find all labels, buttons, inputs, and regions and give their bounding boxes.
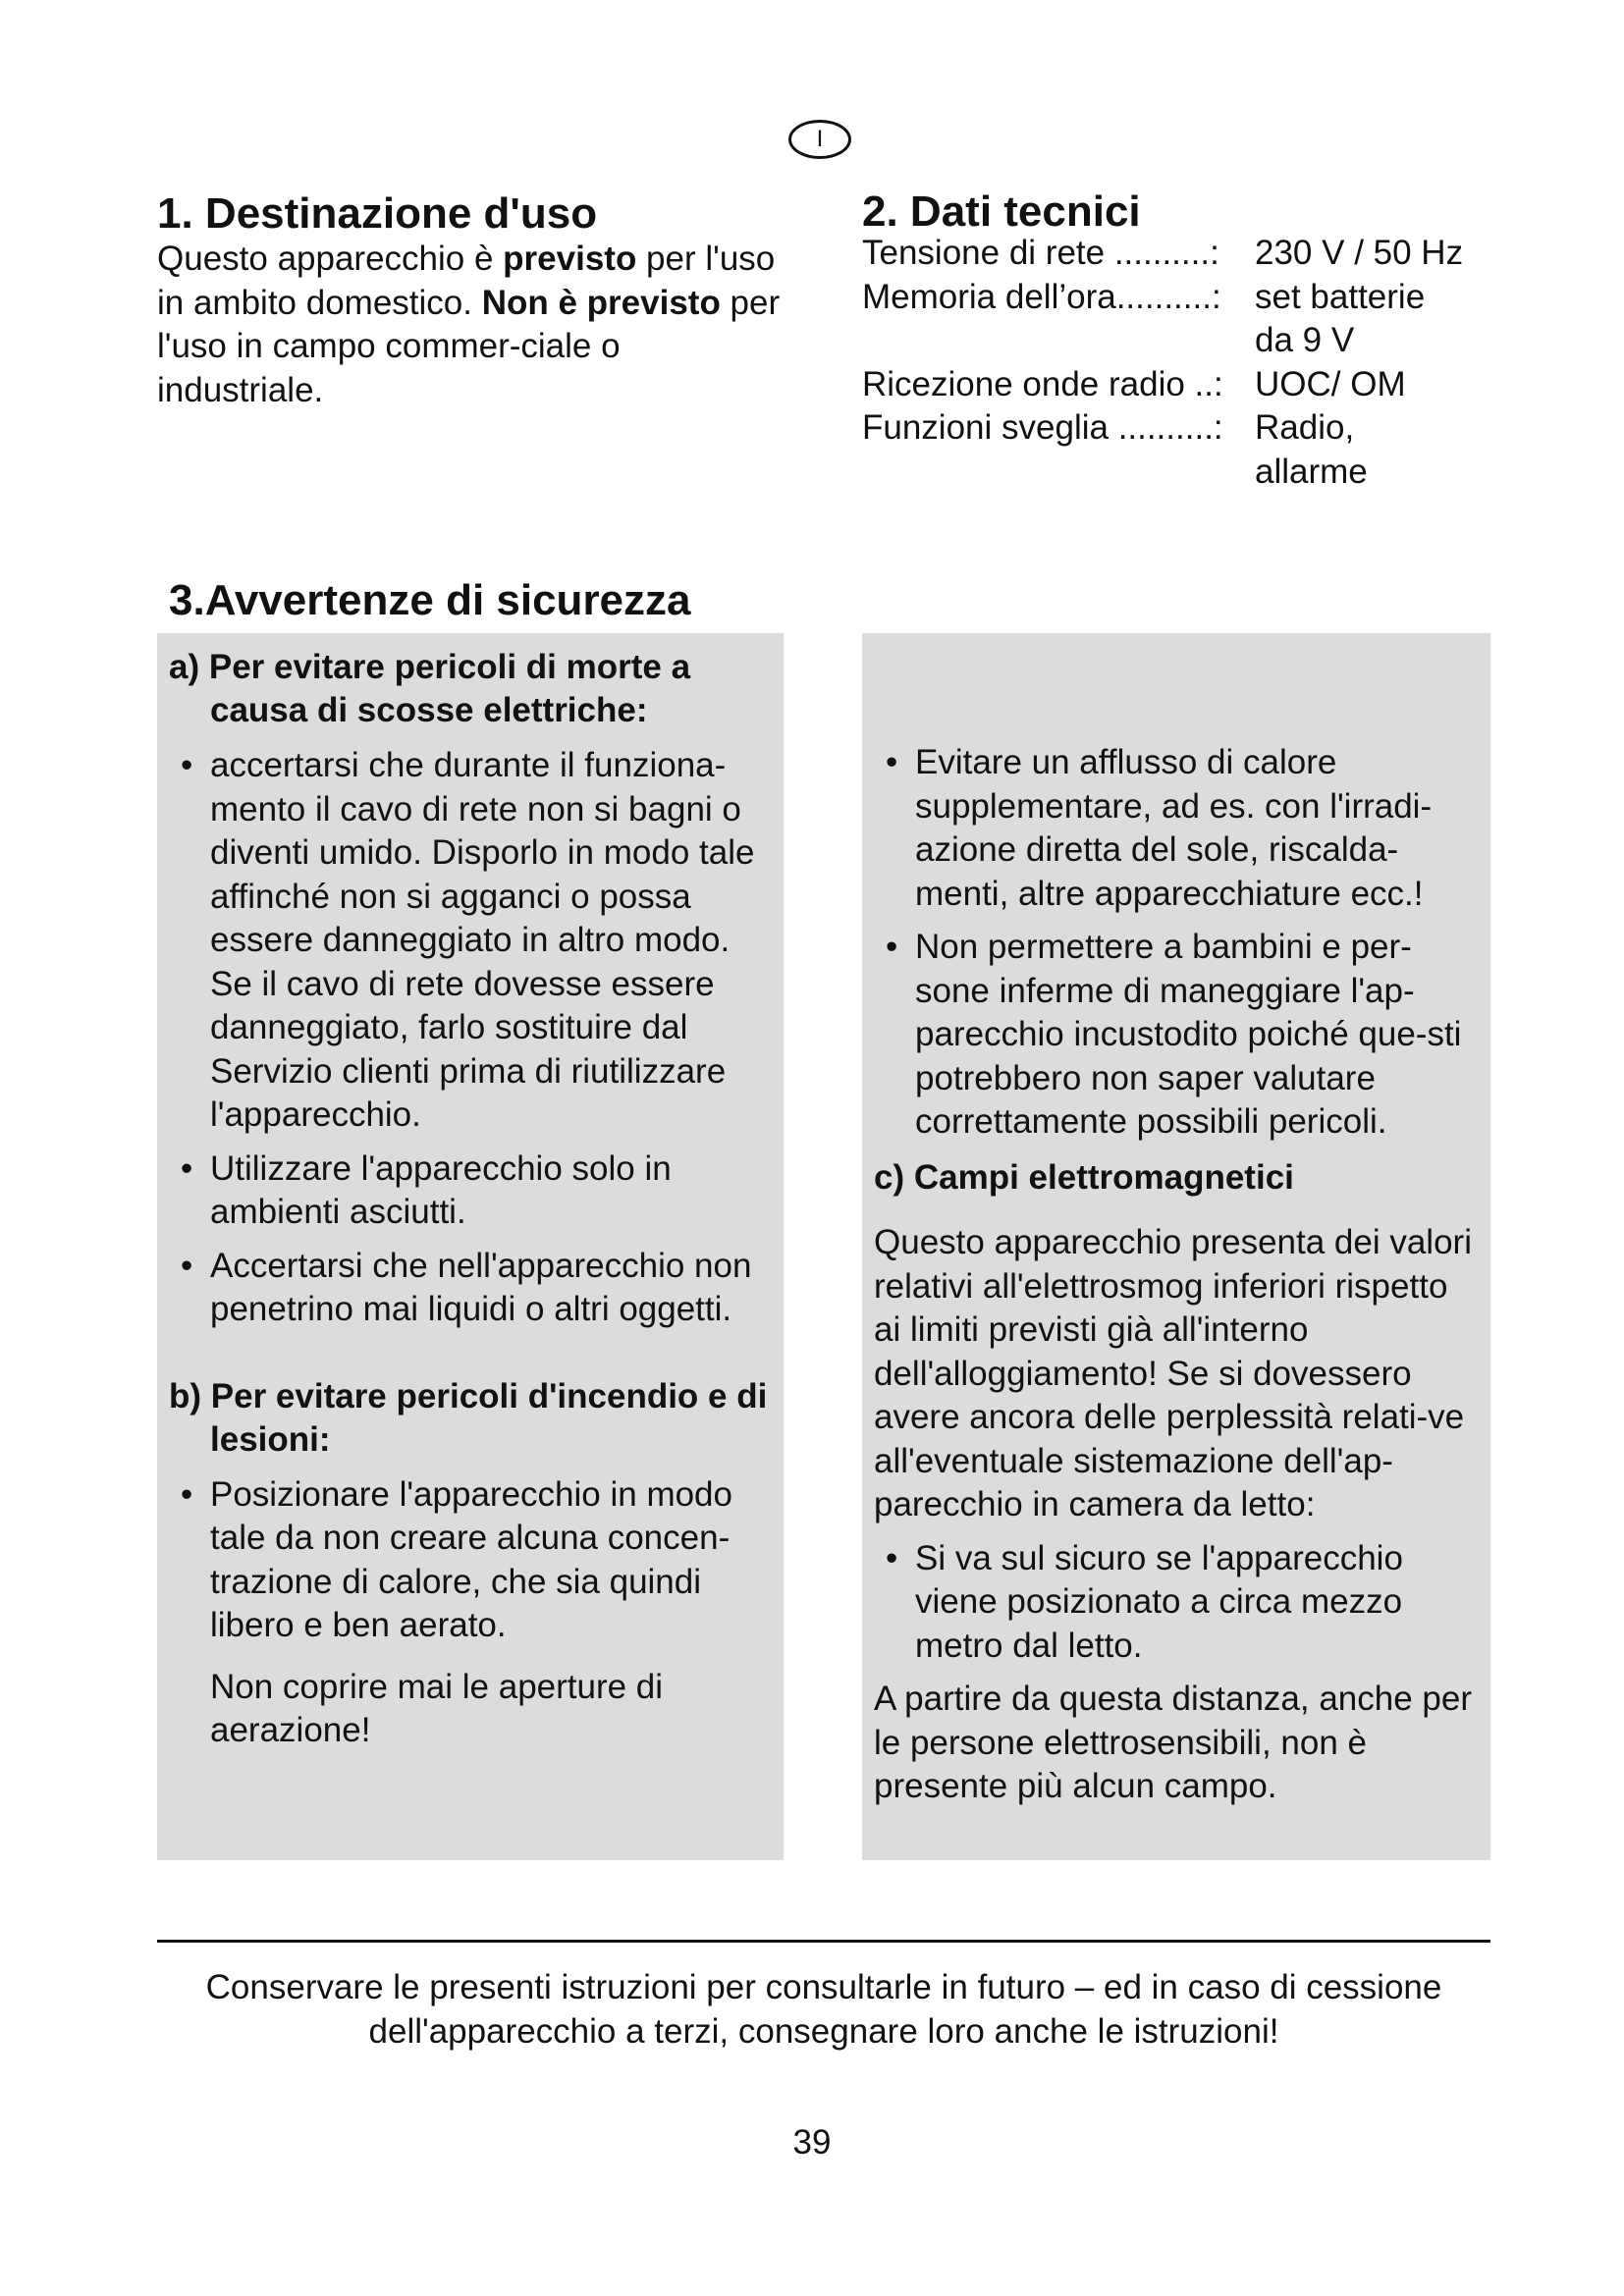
spec-row xyxy=(862,406,1510,451)
safety-content-left xyxy=(169,646,774,1753)
spec-value: 230 V / 50 Hz xyxy=(1255,234,1464,272)
bullet-item: • Utilizzare l'apparecchio solo in ambienti asciutti. xyxy=(181,1148,672,1231)
safety-box-left xyxy=(157,633,784,1860)
bullet-icon: • xyxy=(181,1148,193,1188)
em-fields-closing: A partire da questa distanza, anche per le persone elettrosensibili, non è presente più alcun campo. xyxy=(874,1680,1473,1805)
spec-value: Radio, xyxy=(1255,408,1355,447)
spec-value: UOC/ OM xyxy=(1255,364,1406,403)
footer-note: Conservare le presenti istruzioni per consultarle in futuro – ed in caso di cessione dell'apparecchio a terzi, consegnare loro anche le istruzioni! xyxy=(205,1968,1442,2051)
footer-divider xyxy=(157,1940,1490,1943)
spec-label: Funzioni sveglia ..........: xyxy=(862,408,1223,447)
bullet-item: • Posizionare l'apparecchio in modo tale da non creare alcuna concen-trazione di calore, che sia quindi libero e ben aerato. xyxy=(181,1474,732,1644)
section-title: 2. Dati tecnici xyxy=(862,187,1141,236)
section-title: 3.Avvertenze di sicurezza xyxy=(169,576,691,624)
bullet-item: • accertarsi che durante il funziona-mento il cavo di rete non si bagni o diventi umido. Disporlo in modo tale affinché non si agganci o possa essere danneggiato in altro modo. xyxy=(181,746,755,959)
indented-note: Se il cavo di rete dovesse essere danneggiato, farlo sostituire dal Servizio clienti prima di riutilizzare l'apparecchio. xyxy=(210,964,727,1134)
subheading-electric-shock: a) Per evitare pericoli di morte a causa di scosse elettriche: xyxy=(169,648,691,729)
bullet-item: • Evitare un afflusso di calore supplementare, ad es. con l'irradi-azione diretta del sole, riscalda-menti, altre apparecchiature ecc.! xyxy=(886,743,1433,913)
bullet-icon: • xyxy=(886,1538,898,1577)
spec-row xyxy=(862,363,1510,407)
bullet-icon: • xyxy=(181,746,193,784)
spec-label: Tensione di rete ..........: xyxy=(862,234,1219,272)
spec-row xyxy=(862,276,1510,320)
bullet-icon: • xyxy=(886,743,898,781)
spec-row xyxy=(862,451,1510,495)
spec-label: Ricezione onde radio ..: xyxy=(862,364,1223,403)
bullet-icon: • xyxy=(886,928,898,966)
section-title: 1. Destinazione d'uso xyxy=(157,189,598,238)
section-technical-data xyxy=(862,187,1510,494)
indented-note: Non coprire mai le aperture di aerazione! xyxy=(210,1667,664,1749)
bullet-icon: • xyxy=(181,1474,193,1514)
page-number: 39 xyxy=(792,2123,832,2162)
spec-value: allarme xyxy=(1255,452,1368,491)
spec-row xyxy=(862,232,1510,276)
bullet-item: • Si va sul sicuro se l'apparecchio viene posizionato a circa mezzo metro dal letto. xyxy=(886,1538,1403,1665)
spec-row xyxy=(862,319,1510,363)
section-intended-use xyxy=(157,189,785,412)
bullet-icon: • xyxy=(181,1246,193,1285)
spec-value: da 9 V xyxy=(1255,321,1355,359)
em-fields-text: Questo apparecchio presenta dei valori relativi all'elettrosmog inferiori rispetto ai limiti previsti già all'interno dell'alloggiamento! Se si dovessero avere ancora delle perplessità relati-ve all'eventuale sistemazione dell'ap-parecchio in camera da letto: xyxy=(874,1223,1472,1523)
safety-box-right xyxy=(862,633,1490,1860)
bullet-item: • Accertarsi che nell'apparecchio non penetrino mai liquidi o altri oggetti. xyxy=(181,1246,752,1328)
spec-label: Memoria dell’ora..........: xyxy=(862,277,1221,316)
intended-use-text: Questo apparecchio è previsto per l'uso in ambito domestico. Non è previsto per l'uso in campo commer-ciale o industriale. xyxy=(157,240,781,409)
spec-value: set batterie xyxy=(1255,277,1426,316)
bullet-item: • Non permettere a bambini e per-sone inferme di maneggiare l'ap-parecchio incustodito poiché que-sti potrebbero non saper valutare correttamente possibili pericoli. xyxy=(886,928,1462,1141)
subheading-fire-injury: b) Per evitare pericoli d'incendio e di lesioni: xyxy=(169,1376,768,1459)
language-badge: I xyxy=(788,120,851,159)
subheading-em-fields: c) Campi elettromagnetici xyxy=(874,1157,1294,1197)
safety-content-right xyxy=(874,741,1481,1809)
